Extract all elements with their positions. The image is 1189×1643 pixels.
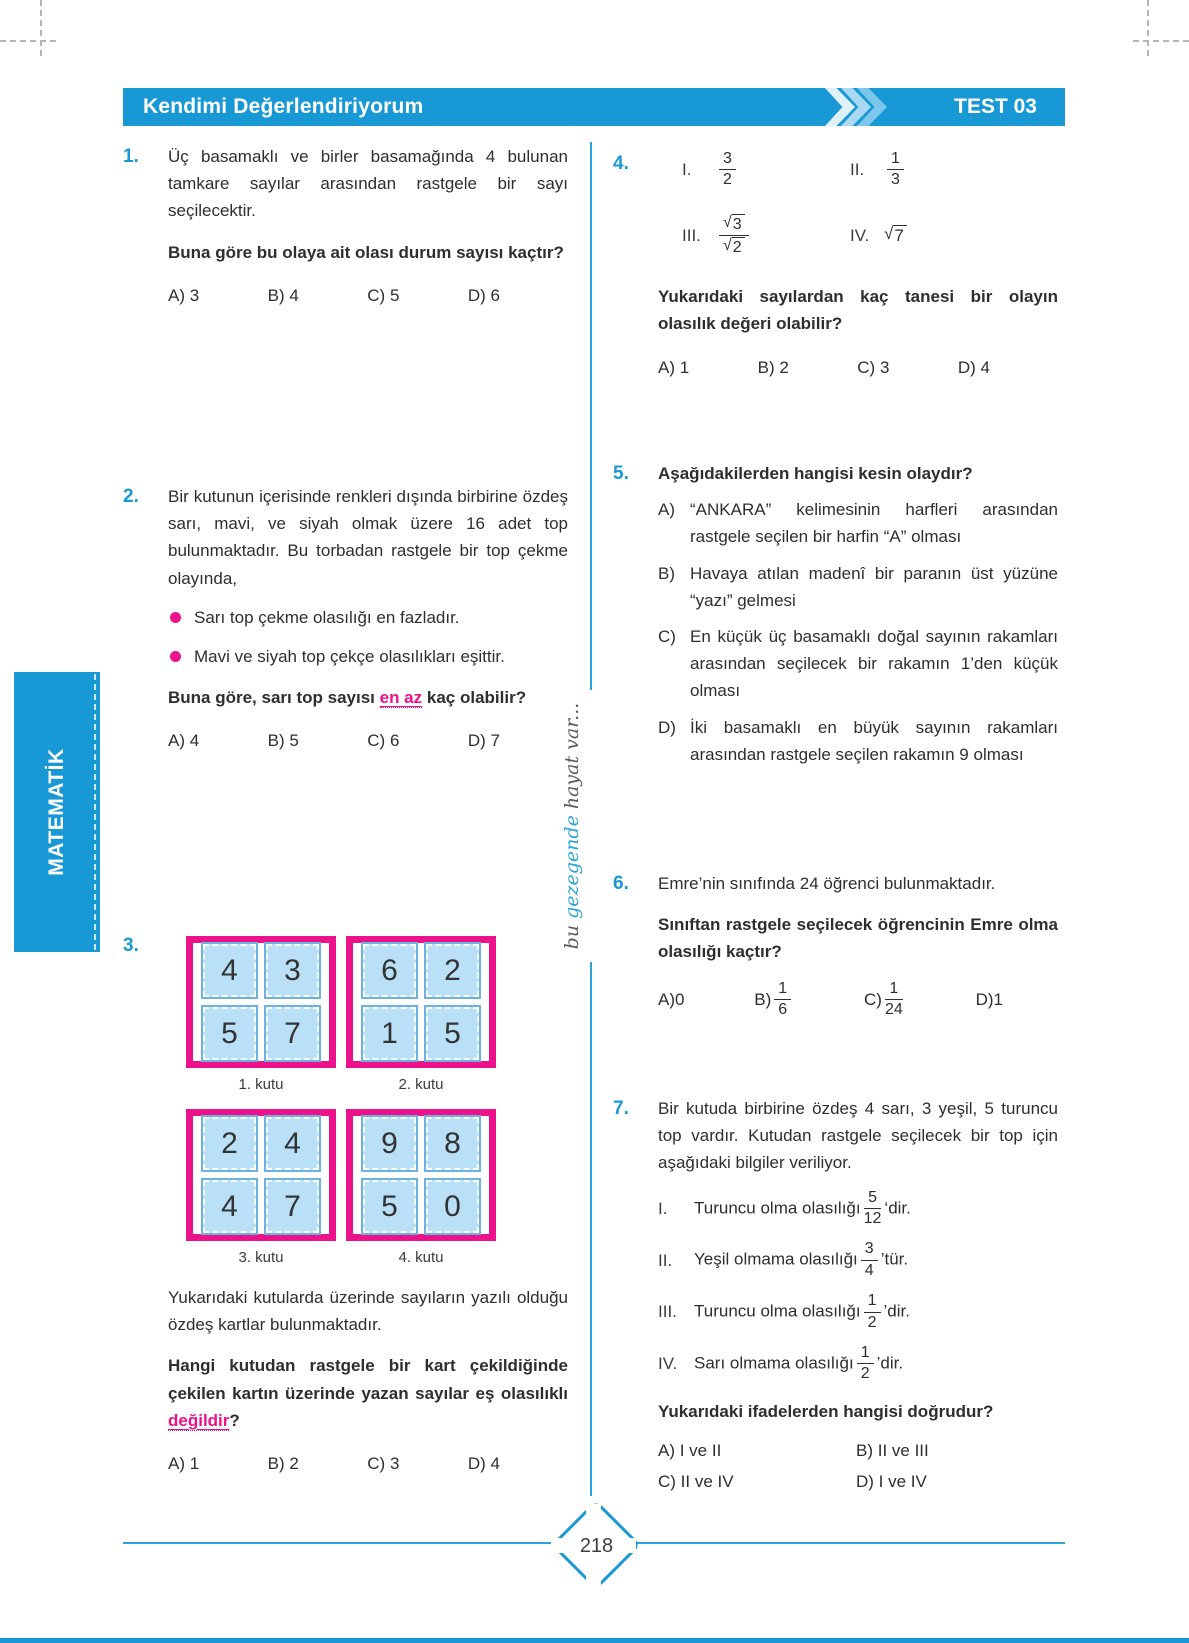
option-letter: D) — [658, 717, 676, 737]
prompt-part: kaç olabilir? — [422, 688, 527, 708]
bullet-text: Mavi ve siyah top çekçe olasılıkları eşittir. — [194, 646, 505, 666]
statement-text — [694, 1292, 910, 1332]
option-b: B) II ve III — [856, 1440, 929, 1460]
statement-part: ‘dir. — [884, 1197, 911, 1217]
fraction — [864, 1189, 882, 1229]
numerator: 3 — [719, 150, 736, 170]
highlighted-word: değildir — [168, 1410, 230, 1430]
statement-part: Turuncu olma olasılığı — [694, 1301, 861, 1321]
option-letter: D) — [975, 989, 994, 1009]
chevron-right-icon — [839, 88, 887, 126]
value-item-1 — [682, 150, 850, 190]
kutu-figure-1 — [186, 936, 336, 1097]
radical — [723, 237, 745, 257]
item-label: IV. — [658, 1354, 678, 1374]
numerator: 1 — [864, 1292, 881, 1312]
footer-rule — [629, 1542, 1065, 1544]
kutu-label: 2. kutu — [398, 1076, 444, 1093]
option-text: İki basamaklı en büyük sayının rakamları arasından rastgele seçilen rakamın 9 olması — [690, 717, 1058, 764]
watermark-part: hayat var... — [560, 702, 583, 816]
question-prompt: Aşağıdakilerden hangisi kesin olaydır? — [658, 464, 973, 483]
fraction — [887, 150, 904, 190]
option-c: C) 3 — [367, 1453, 400, 1473]
fraction — [864, 1292, 881, 1332]
bullet-text: Sarı top çekme olasılığı en fazladır. — [194, 607, 460, 627]
statement-text — [694, 1189, 911, 1229]
kutu-label: 1. kutu — [238, 1076, 284, 1093]
radical-value: 7 — [893, 225, 906, 246]
crop-mark — [40, 0, 42, 56]
question-prompt: Buna göre bu olaya ait olası durum sayısı kaçtır? — [168, 242, 564, 262]
page-title: Kendimi Değerlendiriyorum — [143, 95, 424, 119]
fraction — [885, 980, 903, 1020]
question-3 — [123, 932, 568, 1477]
options-grid — [658, 1437, 1058, 1495]
options-row — [168, 1450, 500, 1477]
radical-sign: √ — [723, 236, 732, 254]
crop-mark — [0, 40, 56, 42]
statement-part: Sarı olmama olasılığı — [694, 1353, 854, 1373]
option-c: C) 5 — [367, 285, 400, 305]
fraction — [861, 1240, 878, 1280]
radical-sign: √ — [884, 223, 894, 243]
numbered-values — [682, 150, 1058, 257]
denominator: 4 — [864, 1261, 874, 1279]
statement-2 — [658, 1240, 1058, 1280]
question-1 — [123, 143, 568, 309]
option-b — [754, 980, 794, 1020]
statement-part: Turuncu olma olasılığı — [694, 1197, 861, 1217]
radical-value: 3 — [732, 214, 745, 234]
option-text: En küçük üç basamaklı doğal sayının rakamları arasından seçilecek bir rakamın 1’den küçük olması — [690, 626, 1058, 701]
option-d: D) 4 — [957, 357, 990, 377]
footer-rule — [123, 1542, 560, 1544]
numerator — [719, 214, 749, 236]
value-item-4 — [850, 222, 1058, 249]
options-row — [658, 354, 990, 381]
watermark-part: bu — [560, 918, 583, 950]
fraction — [774, 980, 791, 1020]
numerator: 3 — [861, 1240, 878, 1260]
question-7 — [613, 1095, 1058, 1495]
crop-mark — [1147, 0, 1149, 56]
radical-value: 2 — [732, 237, 745, 257]
option-d: D) 7 — [467, 731, 500, 751]
bullet-item — [168, 643, 568, 670]
radical-sign: √ — [723, 213, 732, 231]
question-4 — [613, 150, 1058, 381]
kutu-card: 4 — [201, 1178, 258, 1235]
option-a — [658, 986, 684, 1013]
kutu-card: 4 — [201, 942, 258, 999]
subject-label: MATEMATİK — [45, 748, 69, 876]
bullet-icon — [170, 651, 181, 662]
kutu-label: 4. kutu — [398, 1249, 444, 1266]
bullet-icon — [170, 612, 181, 623]
kutu-box — [346, 1109, 496, 1241]
denominator: 24 — [884, 1000, 903, 1018]
statement-text — [694, 1240, 908, 1280]
item-label: III. — [658, 1302, 677, 1322]
option-c: C) 6 — [367, 731, 400, 751]
question-number: 6. — [613, 873, 629, 894]
statement-part: ’tür. — [880, 1249, 909, 1269]
kutu-box — [186, 1109, 336, 1241]
test-badge: TEST 03 — [954, 95, 1037, 119]
question-5 — [613, 460, 1058, 768]
question-text: Bir kutuda birbirine özdeş 4 sarı, 3 yeşil, 5 turuncu top vardır. Kutudan rastgele seçilecek bir top için aşağıdaki bilgiler veriliyor. — [658, 1099, 1058, 1173]
prompt-part: Buna göre, sarı top sayısı — [168, 688, 380, 708]
crop-mark — [1133, 40, 1189, 42]
kutu-card: 4 — [264, 1115, 321, 1172]
option-letter: A) — [658, 500, 675, 520]
options-row — [168, 282, 500, 309]
numerator: 1 — [774, 980, 791, 1000]
page-number: 218 — [579, 1534, 614, 1557]
kutu-card: 6 — [361, 942, 418, 999]
question-prompt: Sınıftan rastgele seçilecek öğrencinin Emre olma olasılığı kaçtır? — [658, 915, 1058, 962]
kutu-figure-4 — [346, 1109, 496, 1270]
question-number: 3. — [123, 935, 139, 956]
numerator: 1 — [885, 980, 903, 1000]
option-letter: B) — [658, 563, 675, 583]
option-letter: B) — [754, 989, 772, 1009]
question-6 — [613, 870, 1058, 1019]
denominator: 3 — [891, 171, 900, 189]
statements — [658, 1189, 1058, 1384]
option-d: D) 6 — [467, 285, 500, 305]
kutu-figure-3 — [186, 1109, 336, 1270]
item-label: III. — [682, 225, 701, 245]
question-2 — [123, 483, 568, 755]
option-a: A) 1 — [168, 1453, 200, 1473]
option-b: B) 4 — [267, 285, 299, 305]
highlighted-word: en az — [379, 688, 423, 708]
question-number: 4. — [613, 153, 629, 174]
denominator: 12 — [863, 1209, 882, 1227]
question-prompt: Yukarıdaki ifadelerden hangisi doğrudur? — [658, 1401, 994, 1421]
column-divider — [590, 142, 592, 690]
subject-tab — [14, 672, 100, 952]
kutu-box — [186, 936, 336, 1068]
kutu-boxes — [186, 936, 568, 1270]
option-d: D) 4 — [467, 1453, 500, 1473]
options-row — [168, 727, 500, 754]
option-b: B) 2 — [757, 357, 789, 377]
item-label: I. — [682, 160, 692, 180]
denominator: 2 — [867, 1313, 877, 1331]
radical — [884, 225, 907, 246]
kutu-card: 5 — [201, 1005, 258, 1062]
question-prompt: Yukarıdaki sayılardan kaç tanesi bir olayın olasılık değeri olabilir? — [658, 287, 1058, 334]
prompt-part: ? — [229, 1410, 240, 1430]
option-value: 1 — [993, 989, 1003, 1009]
option-b — [658, 560, 1058, 614]
numerator: 1 — [887, 150, 904, 170]
numerator: 5 — [864, 1189, 882, 1209]
denominator: 6 — [778, 1000, 788, 1018]
kutu-card: 1 — [361, 1005, 418, 1062]
option-b: B) 5 — [267, 731, 299, 751]
option-letter: C) — [864, 989, 882, 1009]
option-c: C) 3 — [857, 357, 890, 377]
bullet-item — [168, 604, 568, 631]
kutu-label: 3. kutu — [238, 1249, 284, 1266]
statement-part: Yeşil olmama olasılığı — [694, 1249, 858, 1269]
fraction — [857, 1344, 874, 1384]
value-item-3 — [682, 214, 850, 257]
option-a: A) 3 — [168, 285, 200, 305]
watermark-part: gezegende — [560, 815, 583, 919]
question-number: 1. — [123, 146, 139, 167]
statement-part: ’dir. — [883, 1301, 910, 1321]
option-letter: C) — [658, 626, 676, 646]
option-text: Havaya atılan madenî bir paranın üst yüzüne “yazı” gelmesi — [690, 563, 1058, 610]
item-label: IV. — [850, 225, 870, 245]
value-item-2 — [850, 150, 1058, 190]
option-value: 0 — [675, 989, 685, 1009]
question-prompt — [168, 684, 568, 711]
option-c — [864, 980, 906, 1020]
statement-4 — [658, 1344, 1058, 1384]
kutu-card: 8 — [424, 1115, 481, 1172]
fraction — [719, 150, 736, 190]
option-a — [658, 496, 1058, 550]
kutu-card: 7 — [264, 1005, 321, 1062]
statement-part: ’dir. — [876, 1353, 904, 1373]
question-text: Bir kutunun içerisinde renkleri dışında birbirine özdeş sarı, mavi, ve siyah olmak üzere 16 adet top bulunmaktadır. Bu torbadan rastgele bir top çekme olayında, — [168, 487, 568, 588]
statement-3 — [658, 1292, 1058, 1332]
radical — [723, 214, 745, 234]
option-text: “ANKARA” kelimesinin harfleri arasından rastgele seçilen bir harfin “A” olması — [690, 500, 1058, 547]
kutu-card: 9 — [361, 1115, 418, 1172]
statement-1 — [658, 1189, 1058, 1229]
option-b: B) 2 — [267, 1453, 299, 1473]
option-letter: A) — [658, 989, 675, 1009]
options-row — [658, 980, 1003, 1020]
item-label: I. — [658, 1198, 668, 1218]
page-bottom-edge — [0, 1638, 1189, 1643]
fraction — [719, 214, 749, 257]
question-text: Emre’nin sınıfında 24 öğrenci bulunmaktadır. — [658, 874, 996, 893]
denominator: 2 — [860, 1365, 870, 1383]
option-d: D) I ve IV — [856, 1472, 927, 1492]
option-d — [658, 714, 1058, 768]
item-label: II. — [850, 160, 865, 180]
numerator: 1 — [857, 1344, 874, 1364]
kutu-card: 7 — [264, 1178, 321, 1235]
kutu-card: 5 — [361, 1178, 418, 1235]
kutu-card: 3 — [264, 942, 321, 999]
item-label: II. — [658, 1250, 673, 1270]
denominator — [719, 236, 749, 257]
option-c — [658, 623, 1058, 705]
header-bar — [123, 88, 1065, 126]
statement-text — [694, 1344, 903, 1384]
kutu-card: 0 — [424, 1178, 481, 1235]
kutu-box — [346, 936, 496, 1068]
kutu-card: 2 — [424, 942, 481, 999]
option-a: A) 4 — [168, 731, 200, 751]
question-number: 2. — [123, 486, 139, 507]
option-c: C) II ve IV — [658, 1472, 734, 1492]
denominator: 2 — [723, 171, 732, 189]
prompt-part: Hangi kutudan rastgele bir kart çekildiğinde çekilen kartın üzerinde yazan sayılar eş olasılıklı — [168, 1356, 568, 1403]
option-a: A) I ve II — [658, 1440, 722, 1460]
question-number: 5. — [613, 463, 629, 484]
question-prompt — [168, 1352, 568, 1434]
column-divider — [590, 962, 592, 1496]
question-text: Yukarıdaki kutularda üzerinde sayıların yazılı olduğu özdeş kartlar bulunmaktadır. — [168, 1288, 568, 1335]
option-a: A) 1 — [658, 357, 690, 377]
kutu-card: 2 — [201, 1115, 258, 1172]
option-d — [976, 986, 1003, 1013]
kutu-figure-2 — [346, 936, 496, 1097]
question-text: Üç basamaklı ve birler basamağında 4 bulunan tamkare sayılar arasından rastgele bir sayı seçilecektir. — [168, 147, 568, 221]
kutu-card: 5 — [424, 1005, 481, 1062]
question-number: 7. — [613, 1098, 629, 1119]
